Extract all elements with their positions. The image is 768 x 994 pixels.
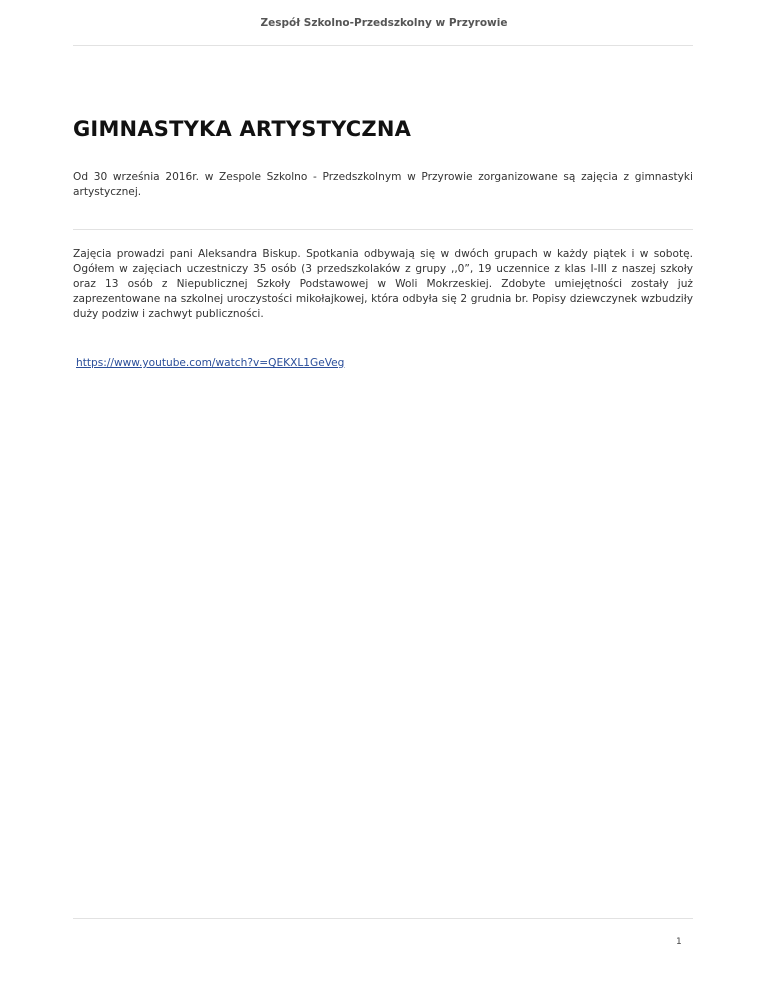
header-divider [73, 45, 693, 46]
content-divider [73, 229, 693, 230]
page-number: 1 [676, 937, 682, 947]
article-body-paragraph: Zajęcia prowadzi pani Aleksandra Biskup. Spotkania odbywają się w dwóch grupach w każdy piątek i w sobotę. Ogółem w zajęciach uczestniczy 35 osób (3 przedszkolaków z grupy ,,0”, 19 uczennice z klas I-III z naszej szkoły oraz 13 osób z Niepublicznej Szkoły Podstawowej w Woli Mokrzeskiej. Zdobyte umiejętności zostały już zaprezentowane na szkolnej uroczystości mikołajkowej, która odbyła się 2 grudnia br. Popisy dziewczynek wzbudziły duży podziw i zachwyt publiczności. [73, 248, 693, 320]
page-header-school-name: Zespół Szkolno-Przedszkolny w Przyrowie [260, 17, 508, 29]
footer-divider [73, 918, 693, 919]
youtube-video-link[interactable]: https://www.youtube.com/watch?v=QEKXL1GeVeg [76, 357, 345, 369]
article-intro-paragraph: Od 30 września 2016r. w Zespole Szkolno - Przedszkolnym w Przyrowie zorganizowane są zajęcia z gimnastyki artystycznej. [73, 171, 693, 198]
article-title: GIMNASTYKA ARTYSTYCZNA [73, 117, 412, 141]
